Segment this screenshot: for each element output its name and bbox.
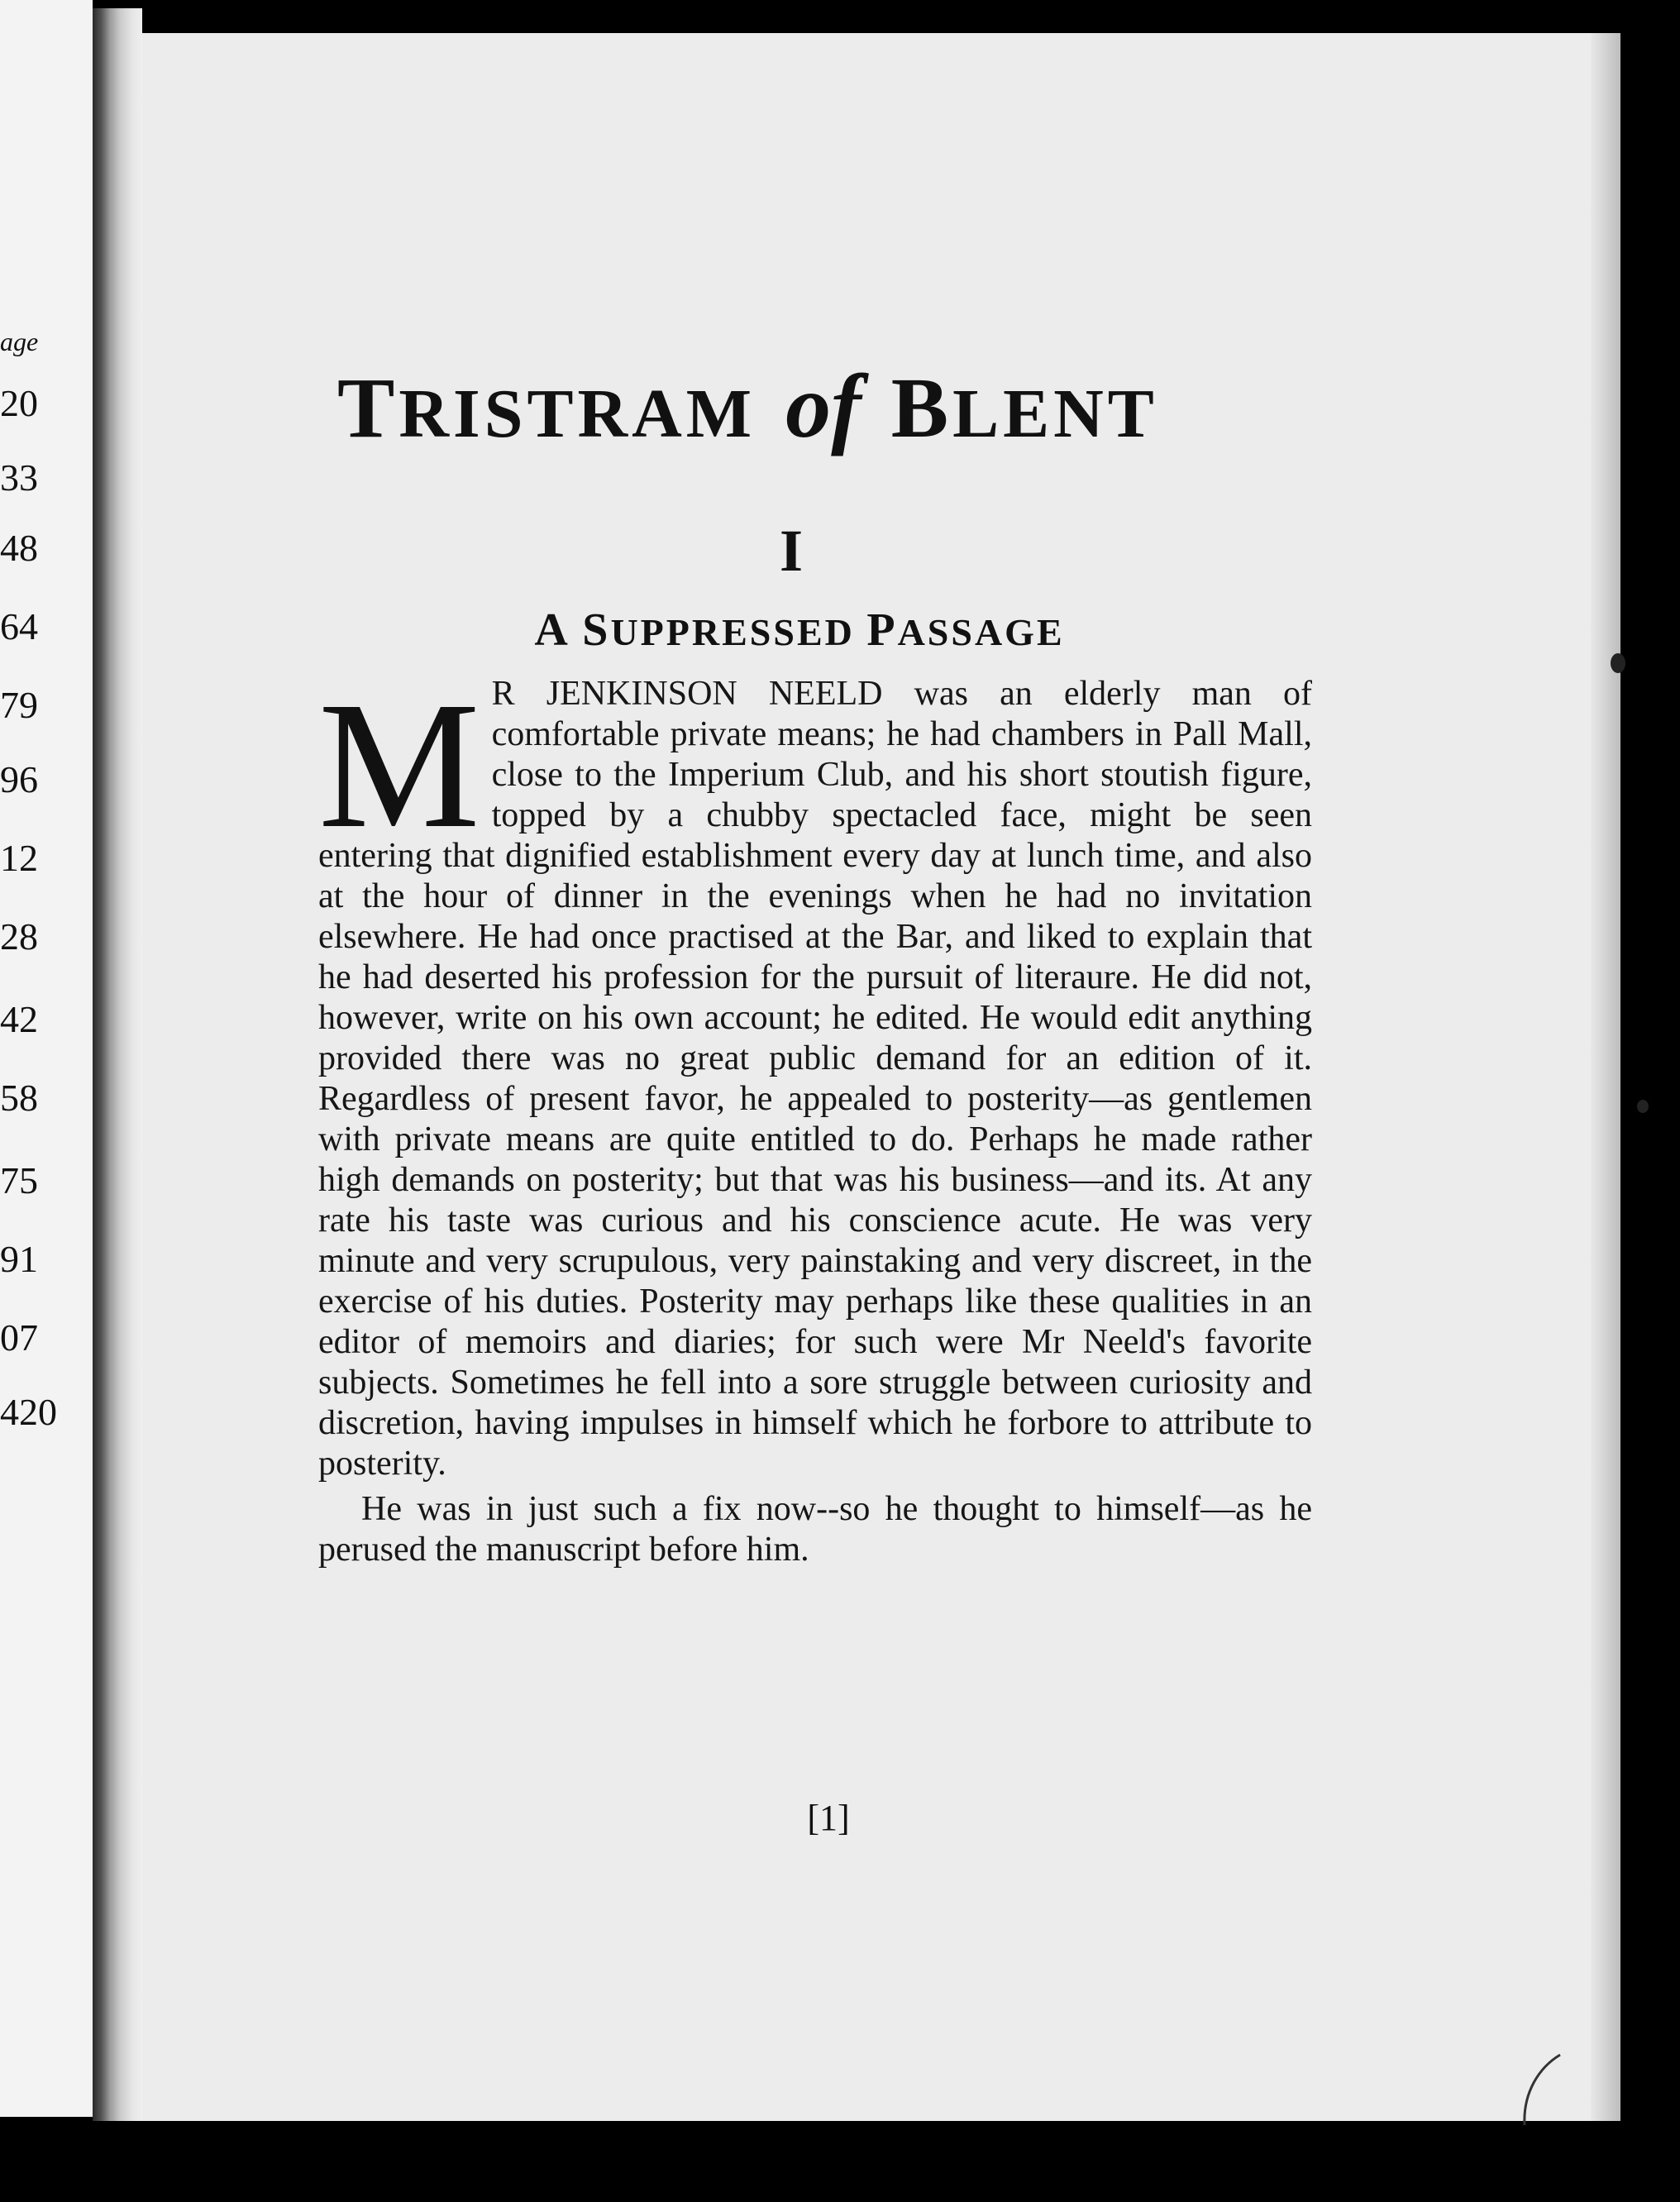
chapter-body — [318, 664, 1312, 1570]
body-paragraph: He was in just such a fix now--so he thought to himself—as he perused the manuscript before him. — [318, 1490, 1312, 1569]
chapter-title-word-passage: ASSAGE — [897, 611, 1065, 653]
page-number: 79 — [0, 684, 38, 726]
page-number: 42 — [0, 998, 38, 1040]
page-column-header: age — [0, 327, 39, 356]
pencil-mark — [1515, 2051, 1564, 2133]
chapter-number: I — [779, 518, 804, 584]
book-title — [337, 354, 1158, 459]
scan-speck — [1637, 1100, 1649, 1113]
title-word-tristram: RISTRAM — [399, 375, 756, 452]
page-folio: [1] — [807, 1798, 850, 1838]
book-gutter — [93, 8, 142, 2121]
page-number: 28 — [0, 915, 38, 958]
page-number: 12 — [0, 837, 38, 879]
chapter-title-word-suppressed: UPPRESSED — [610, 611, 855, 653]
page-number: 64 — [0, 605, 38, 647]
page-edge — [1591, 33, 1620, 2121]
title-initial-t: T — [337, 361, 399, 456]
page-number: 75 — [0, 1159, 38, 1201]
chapter-title-initial-p: P — [866, 604, 898, 656]
chapter-title — [142, 604, 1457, 657]
page-number: 07 — [0, 1316, 38, 1359]
main-page — [142, 33, 1591, 2121]
page-number: 96 — [0, 758, 38, 800]
page-number: 33 — [0, 456, 38, 499]
title-word-blent: LENT — [952, 375, 1158, 452]
chapter-title-initial-s: S — [582, 604, 611, 656]
page-number: 58 — [0, 1077, 38, 1119]
page-number: 91 — [0, 1238, 38, 1280]
chapter-title-article: A — [534, 604, 570, 656]
title-word-of: of — [785, 356, 861, 456]
body-paragraph — [318, 664, 1312, 1484]
scan-speck — [1611, 653, 1625, 673]
paragraph-text: R JENKINSON NEELD was an elderly man of comfortable private means; he had chambers in Pall Mall, close to the Imperium Club, and his short stoutish figure, topped by a chubby spectacled face, might be seen entering that dignified establishment every day at lunch time, and also at the hour of dinner in the evenings when he had no invitation elsewhere. He had once practised at the Bar, and liked to explain that he had deserted his profession for the pursuit of literaure. He did not, however, write on his own account; he edited. He would edit anything provided there was no great public demand for an edition of it. Regardless of present favor, he appealed to posterity—as gentlemen with private means are quite entitled to do. Perhaps he made rather high demands on posterity; but that was his business—and its. At any rate his taste was curious and his conscience acute. He was very minute and very scrupulous, very painstaking and very discreet, in the exercise of his duties. Posterity may perhaps like these qualities in an editor of memoirs and diaries; for such were Mr Neeld's favorite subjects. Sometimes he fell into a sore struggle between curiosity and discretion, having impulses in himself which he forbore to attribute to posterity. — [318, 675, 1312, 1483]
page-number: 20 — [0, 382, 38, 424]
drop-cap: M — [318, 664, 480, 866]
page-number: 48 — [0, 527, 38, 569]
title-initial-b: B — [890, 361, 953, 456]
left-page-fragment — [0, 0, 93, 2117]
page-number: 420 — [0, 1391, 57, 1433]
